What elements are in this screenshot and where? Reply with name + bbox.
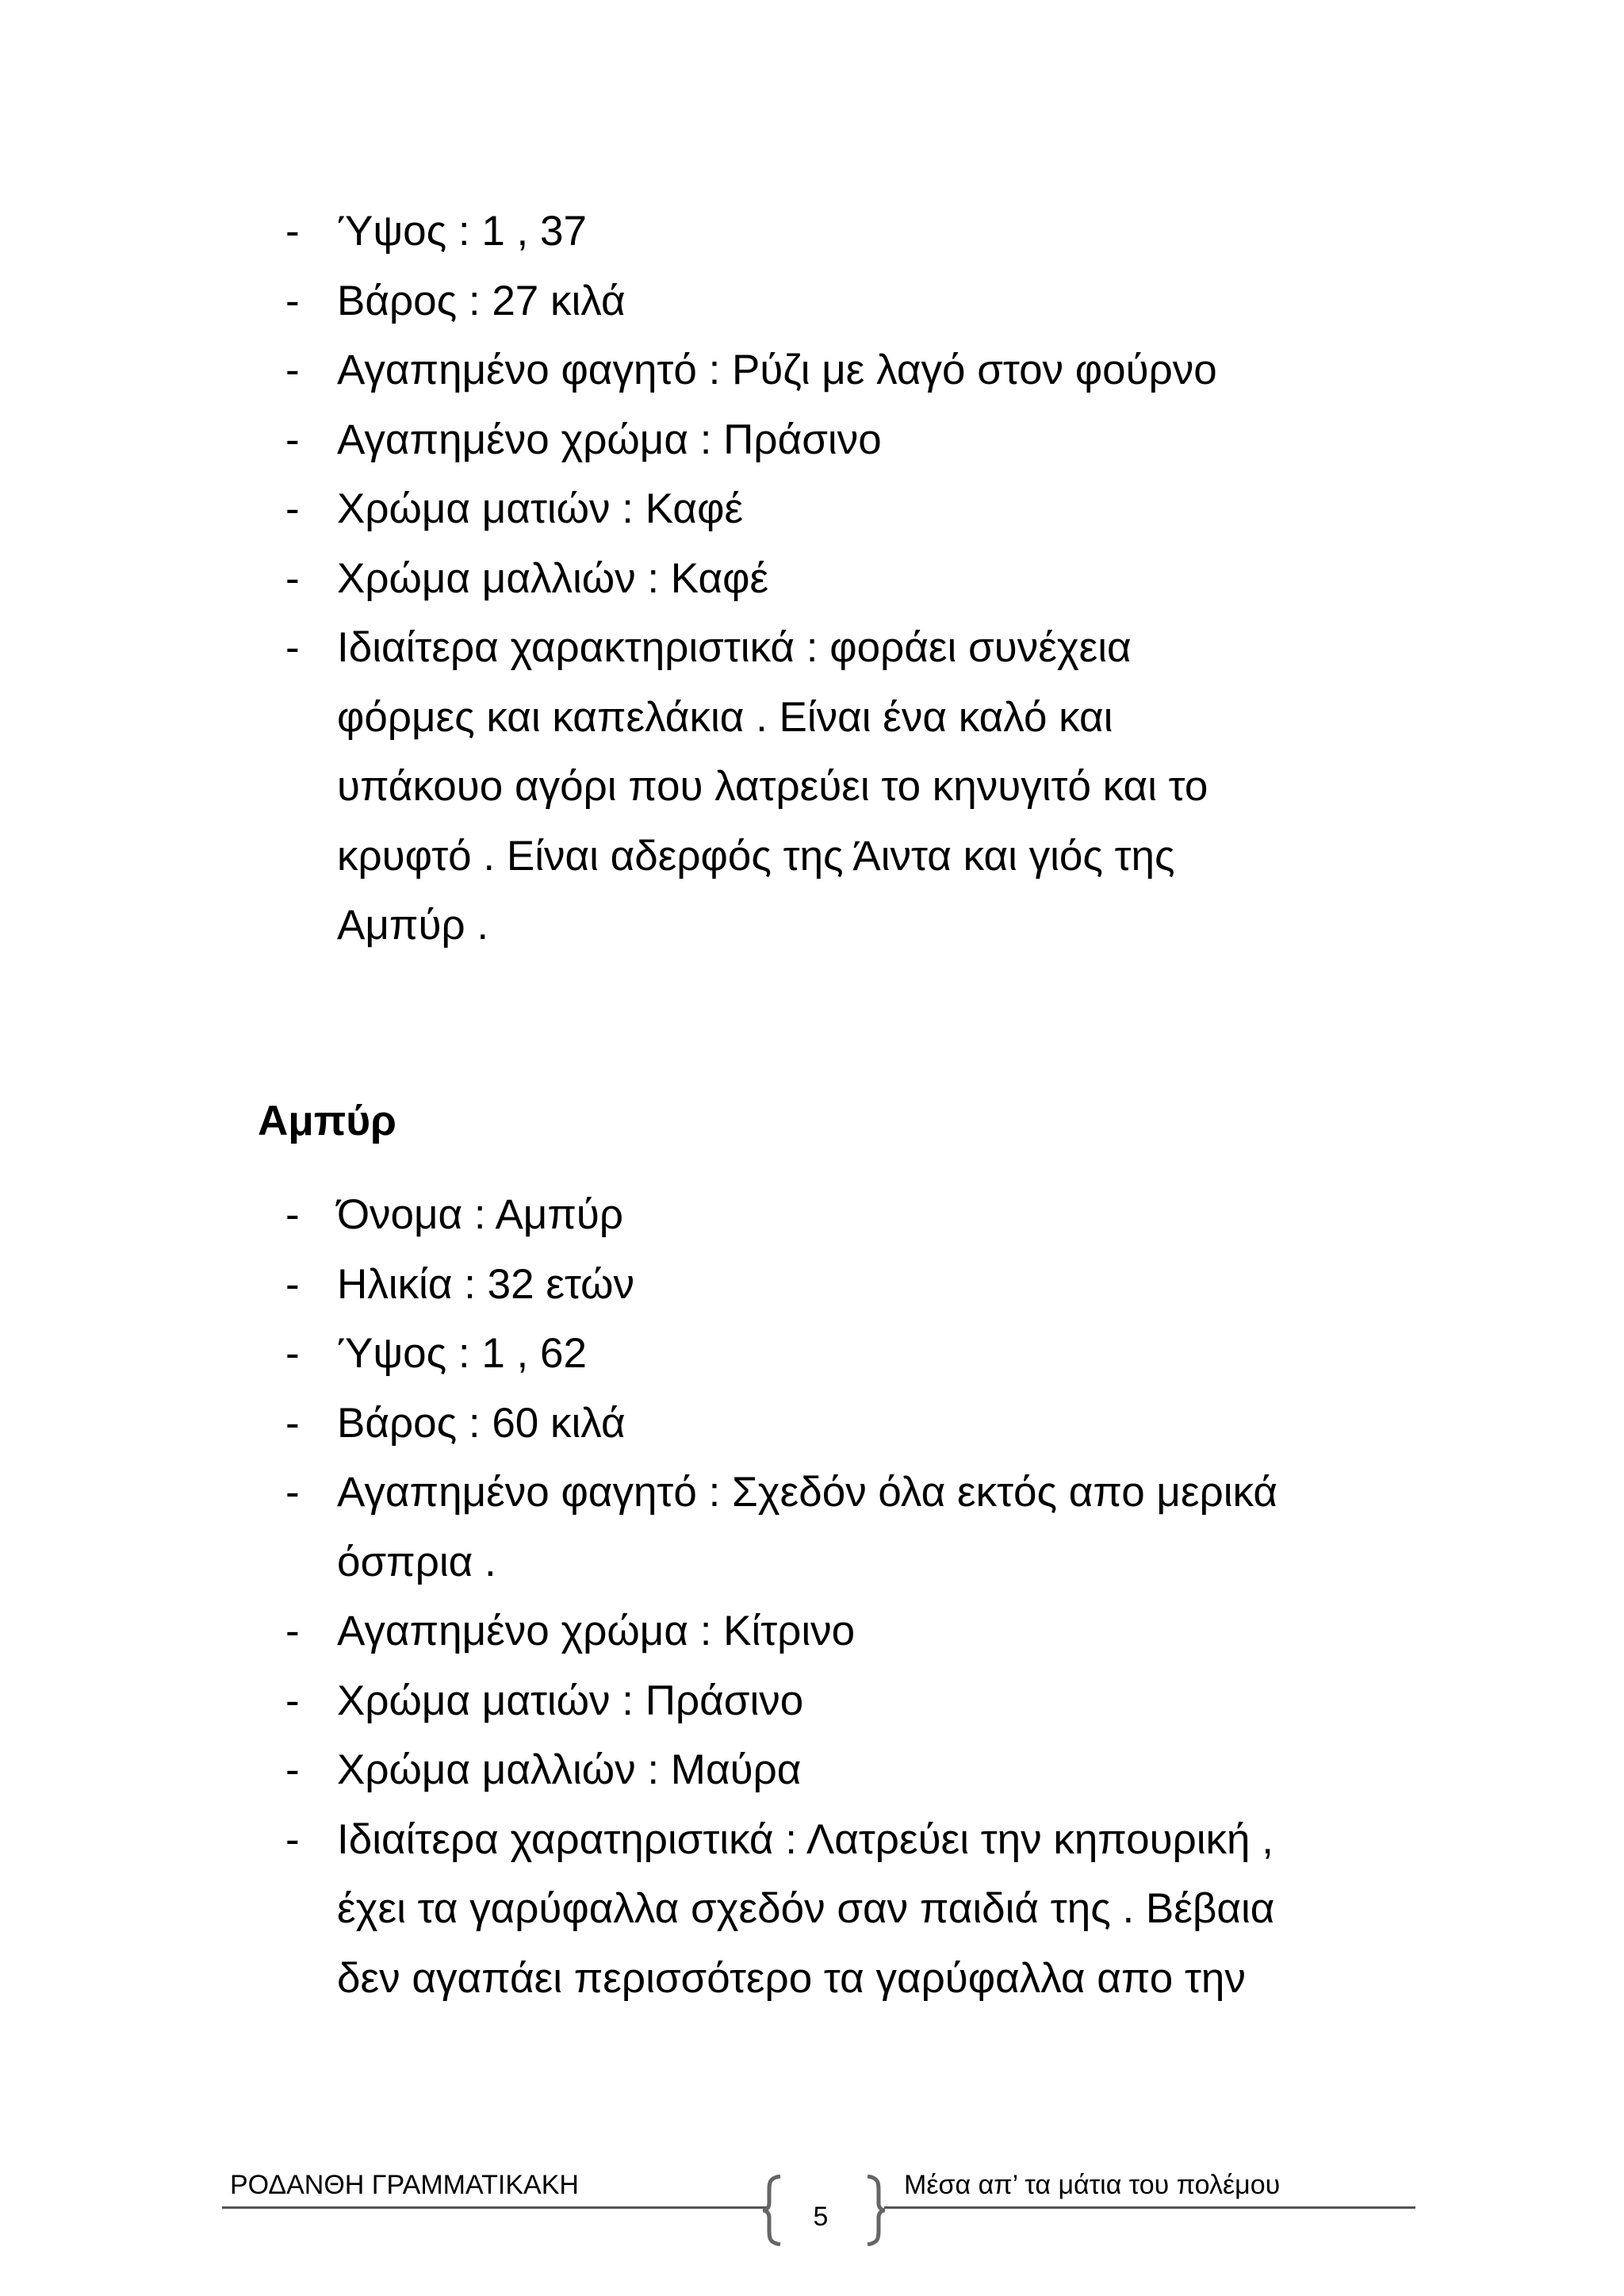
list-item-line: Ύψος : 1 , 37 bbox=[337, 208, 587, 255]
list-item bbox=[285, 1458, 1411, 1596]
list-item-line: Χρώμα ματιών : Πράσινο bbox=[337, 1677, 804, 1724]
list-item-line: Αγαπημένο φαγητό : Σχεδόν όλα εκτός απο μερικά bbox=[337, 1469, 1278, 1516]
dash-bullet: - bbox=[285, 554, 300, 602]
dash-bullet: - bbox=[285, 1399, 300, 1447]
list-item-line: Αγαπημένο φαγητό : Ρύζι με λαγό στον φούρνο bbox=[337, 347, 1217, 393]
list-item-line: Αγαπημένο χρώμα : Πράσινο bbox=[337, 416, 882, 463]
footer-title: Μέσα απ’ τα μάτια του πολέμου bbox=[904, 2170, 1281, 2200]
list-item-line: Αγαπημένο χρώμα : Κίτρινο bbox=[337, 1608, 856, 1654]
amyr-details-list bbox=[285, 1180, 1411, 2013]
footer-bracket-left bbox=[761, 2175, 785, 2246]
list-item bbox=[285, 474, 1411, 544]
page-number: 5 bbox=[813, 2202, 829, 2232]
list-item-line: Χρώμα μαλλιών : Μαύρα bbox=[337, 1746, 802, 1793]
list-item bbox=[285, 1666, 1411, 1736]
dash-bullet: - bbox=[285, 1815, 300, 1863]
list-item bbox=[285, 1735, 1411, 1805]
footer-rule-left bbox=[222, 2206, 769, 2209]
list-item-line: δεν αγαπάει περισσότερο τα γαρύφαλλα απο την bbox=[337, 1954, 1246, 2002]
footer-rule-right bbox=[884, 2206, 1415, 2209]
dash-bullet: - bbox=[285, 1330, 300, 1377]
list-item bbox=[285, 1250, 1411, 1320]
dash-bullet: - bbox=[285, 624, 300, 671]
list-item-line: Βάρος : 27 κιλά bbox=[337, 277, 626, 324]
list-item-line: όσπρια . bbox=[337, 1538, 496, 1585]
list-item bbox=[285, 1319, 1411, 1389]
dash-bullet: - bbox=[285, 1677, 300, 1724]
list-item-line: Αμπύρ . bbox=[337, 902, 489, 949]
list-item bbox=[285, 1805, 1411, 2014]
list-item-line: Ηλικία : 32 ετών bbox=[337, 1260, 635, 1308]
dash-bullet: - bbox=[285, 208, 300, 255]
list-item-line: κρυφτό . Είναι αδερφός της Άιντα και γιός της bbox=[337, 832, 1175, 880]
list-item-line: έχει τα γαρύφαλλα σχεδόν σαν παιδιά της . Βέβαια bbox=[337, 1885, 1275, 1932]
dash-bullet: - bbox=[285, 1191, 300, 1238]
list-item-line: Χρώμα ματιών : Καφέ bbox=[337, 485, 744, 532]
footer-author: ΡΟΔΑΝΘΗ ΓΡΑΜΜΑΤΙΚΑΚΗ bbox=[230, 2170, 579, 2200]
list-item bbox=[285, 1180, 1411, 1250]
list-item-line: Όνομα : Αμπύρ bbox=[337, 1191, 624, 1238]
dash-bullet: - bbox=[285, 1608, 300, 1654]
list-item-line: Βάρος : 60 κιλά bbox=[337, 1399, 626, 1447]
footer-bracket-right bbox=[863, 2175, 887, 2246]
dash-bullet: - bbox=[285, 1469, 300, 1516]
list-item bbox=[285, 335, 1411, 405]
dash-bullet: - bbox=[285, 1746, 300, 1793]
dash-bullet: - bbox=[285, 485, 300, 532]
list-item bbox=[285, 1389, 1411, 1458]
list-item-line: Ιδιαίτερα χαρατηριστικά : Λατρεύει την κηπουρική , bbox=[337, 1815, 1274, 1863]
list-item-line: Χρώμα μαλλιών : Καφέ bbox=[337, 554, 769, 602]
section-heading: Αμπύρ bbox=[258, 1098, 396, 1144]
dash-bullet: - bbox=[285, 277, 300, 324]
list-item bbox=[285, 266, 1411, 336]
dash-bullet: - bbox=[285, 1260, 300, 1308]
character-details-list bbox=[285, 197, 1411, 960]
list-item bbox=[285, 544, 1411, 614]
dash-bullet: - bbox=[285, 347, 300, 393]
list-item-line: Ιδιαίτερα χαρακτηριστικά : φοράει συνέχεια bbox=[337, 624, 1132, 671]
list-item-line: υπάκουο αγόρι που λατρεύει το κηνυγιτό και το bbox=[337, 763, 1208, 810]
list-item bbox=[285, 1596, 1411, 1666]
dash-bullet: - bbox=[285, 416, 300, 463]
list-item bbox=[285, 405, 1411, 475]
list-item-line: φόρμες και καπελάκια . Είναι ένα καλό και bbox=[337, 693, 1113, 741]
list-item-line: Ύψος : 1 , 62 bbox=[337, 1330, 587, 1377]
list-item bbox=[285, 613, 1411, 960]
list-item bbox=[285, 197, 1411, 266]
